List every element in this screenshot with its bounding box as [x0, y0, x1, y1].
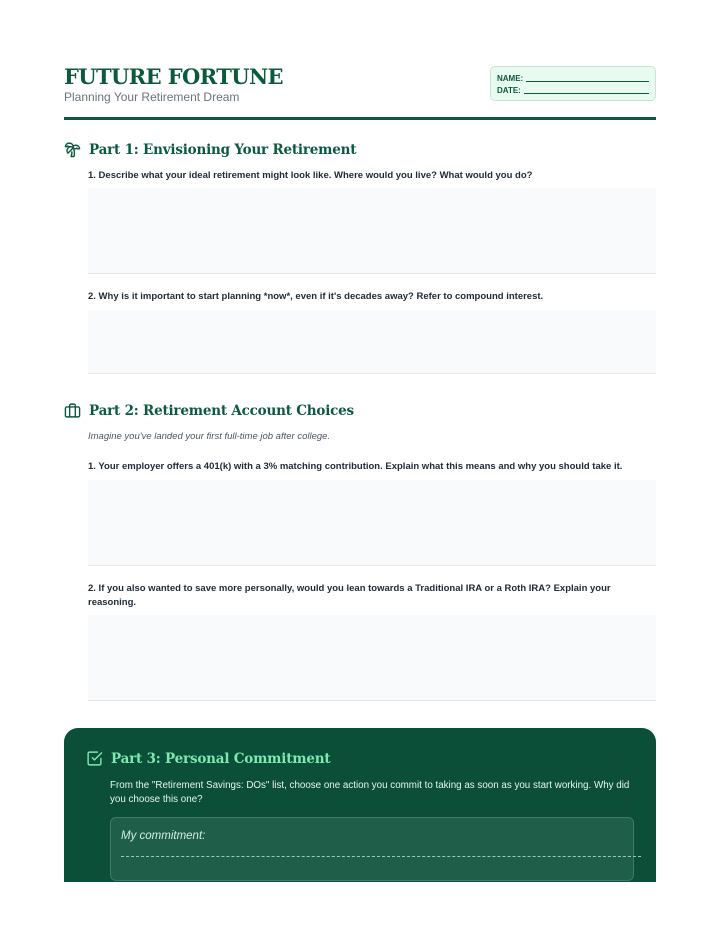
part3-heading [86, 750, 330, 767]
date-label: DATE: [497, 86, 521, 95]
commitment-panel [64, 728, 656, 882]
page-subtitle: Planning Your Retirement Dream [64, 90, 240, 104]
part2-answer-2[interactable] [88, 615, 656, 701]
part2-heading [64, 402, 354, 419]
briefcase-icon [64, 402, 81, 419]
part3-title: Part 3: Personal Commitment [111, 750, 331, 767]
part3-prompt: From the "Retirement Savings: DOs" list, choose one action you commit to taking as soon as you start working. Why did you choose this one? [110, 780, 630, 805]
commitment-line [121, 856, 641, 857]
commitment-field[interactable] [110, 817, 634, 881]
date-line [524, 93, 649, 94]
date-field[interactable] [497, 84, 649, 95]
part1-heading [64, 141, 356, 158]
part2-question-1: 1. Your employer offers a 401(k) with a 3% matching contribution. Explain what this means and why you should take it. [88, 461, 623, 472]
part2-answer-1[interactable] [88, 480, 656, 566]
name-label: NAME: [497, 74, 524, 83]
page-title: FUTURE FORTUNE [64, 64, 283, 89]
name-field[interactable] [497, 72, 649, 83]
part1-answer-2[interactable] [88, 310, 656, 374]
palm-tree-icon [64, 141, 81, 158]
part1-title: Part 1: Envisioning Your Retirement [89, 141, 357, 158]
page-header [64, 64, 656, 120]
part2-question-2: 2. If you also wanted to save more personally, would you lean towards a Traditional IRA or a Roth IRA? Explain your reasoning. [88, 583, 611, 608]
part1-question-2: 2. Why is it important to start planning *now*, even if it's decades away? Refer to compound interest. [88, 291, 544, 302]
part2-title: Part 2: Retirement Account Choices [89, 402, 354, 419]
checkbox-icon [86, 750, 103, 767]
part1-answer-1[interactable] [88, 188, 656, 274]
name-line [526, 81, 649, 82]
part2-intro: Imagine you've landed your first full-time job after college. [88, 431, 331, 442]
part1-question-1: 1. Describe what your ideal retirement might look like. Where would you live? What would you do? [88, 170, 533, 181]
name-date-box [490, 66, 656, 101]
commitment-label: My commitment: [121, 830, 206, 842]
